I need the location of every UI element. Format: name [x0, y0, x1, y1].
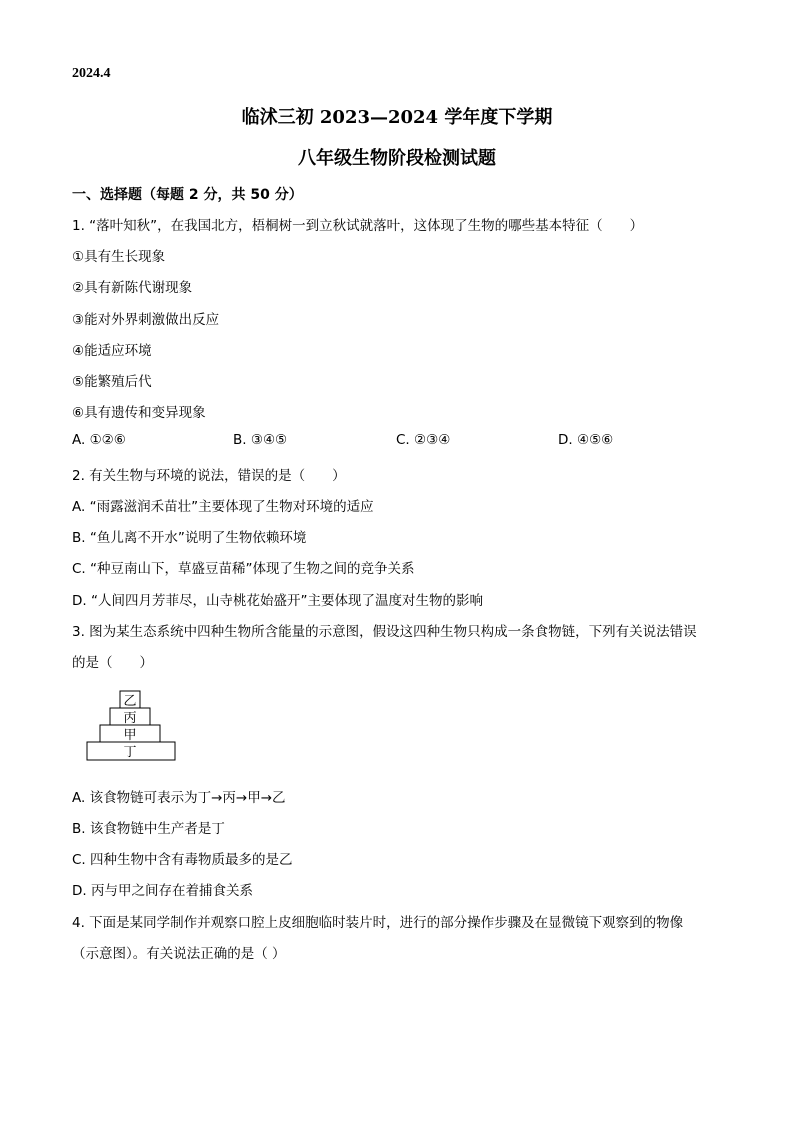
question-4-stem: 4. 下面是某同学制作并观察口腔上皮细胞临时装片时，进行的部分操作步骤及在显微镜下观察到的物像 [72, 915, 684, 931]
pyramid-level-label: 乙 [123, 694, 137, 709]
question-1-item: ⑤能繁殖后代 [72, 374, 152, 390]
section-heading: 一、选择题（每题 2 分，共 50 分） [72, 187, 303, 203]
question-3-option-c[interactable]: C. 四种生物中含有毒物质最多的是乙 [72, 852, 293, 868]
question-1-item: ④能适应环境 [72, 343, 152, 359]
question-3-option-a[interactable]: A. 该食物链可表示为丁→丙→甲→乙 [72, 790, 286, 806]
question-1-stem: 1. “落叶知秋”，在我国北方，梧桐树一到立秋试就落叶，这体现了生物的哪些基本特征（ ） [72, 218, 644, 234]
pyramid-level-label: 丙 [123, 711, 137, 726]
question-1-option-a[interactable]: A. ①②⑥ [72, 432, 126, 448]
question-1-item: ③能对外界刺激做出反应 [72, 312, 220, 328]
question-3-option-d[interactable]: D. 丙与甲之间存在着捕食关系 [72, 883, 253, 899]
question-3-stem-cont: 的是（ ） [72, 655, 153, 671]
question-1-item: ②具有新陈代谢现象 [72, 280, 193, 296]
energy-pyramid-diagram [86, 690, 176, 762]
pyramid-level-label: 丁 [123, 745, 137, 760]
question-2-option-b[interactable]: B. “鱼儿离不开水”说明了生物依赖环境 [72, 530, 307, 546]
question-2-option-c[interactable]: C. “种豆南山下，草盛豆苗稀”体现了生物之间的竞争关系 [72, 561, 415, 577]
exam-title-line2: 八年级生物阶段检测试题 [298, 148, 496, 169]
question-2-stem: 2. 有关生物与环境的说法，错误的是（ ） [72, 468, 346, 484]
exam-title-line1: 临沭三初 2023—2024 学年度下学期 [241, 107, 553, 128]
question-1-item: ①具有生长现象 [72, 249, 166, 265]
question-1-option-d[interactable]: D. ④⑤⑥ [558, 432, 614, 448]
question-2-option-d[interactable]: D. “人间四月芳菲尽，山寺桃花始盛开”主要体现了温度对生物的影响 [72, 593, 483, 609]
pyramid-level-label: 甲 [123, 728, 137, 743]
question-4-stem-cont: （示意图）。有关说法正确的是（ ） [72, 946, 286, 962]
question-3-stem: 3. 图为某生态系统中四种生物所含能量的示意图，假设这四种生物只构成一条食物链，下列有关说法错误 [72, 624, 697, 640]
question-1-option-b[interactable]: B. ③④⑤ [233, 432, 288, 448]
question-1-option-c[interactable]: C. ②③④ [396, 432, 451, 448]
question-3-option-b[interactable]: B. 该食物链中生产者是丁 [72, 821, 225, 837]
question-2-option-a[interactable]: A. “雨露滋润禾苗壮”主要体现了生物对环境的适应 [72, 499, 374, 515]
question-1-item: ⑥具有遗传和变异现象 [72, 405, 206, 421]
exam-date: 2024.4 [72, 66, 111, 81]
